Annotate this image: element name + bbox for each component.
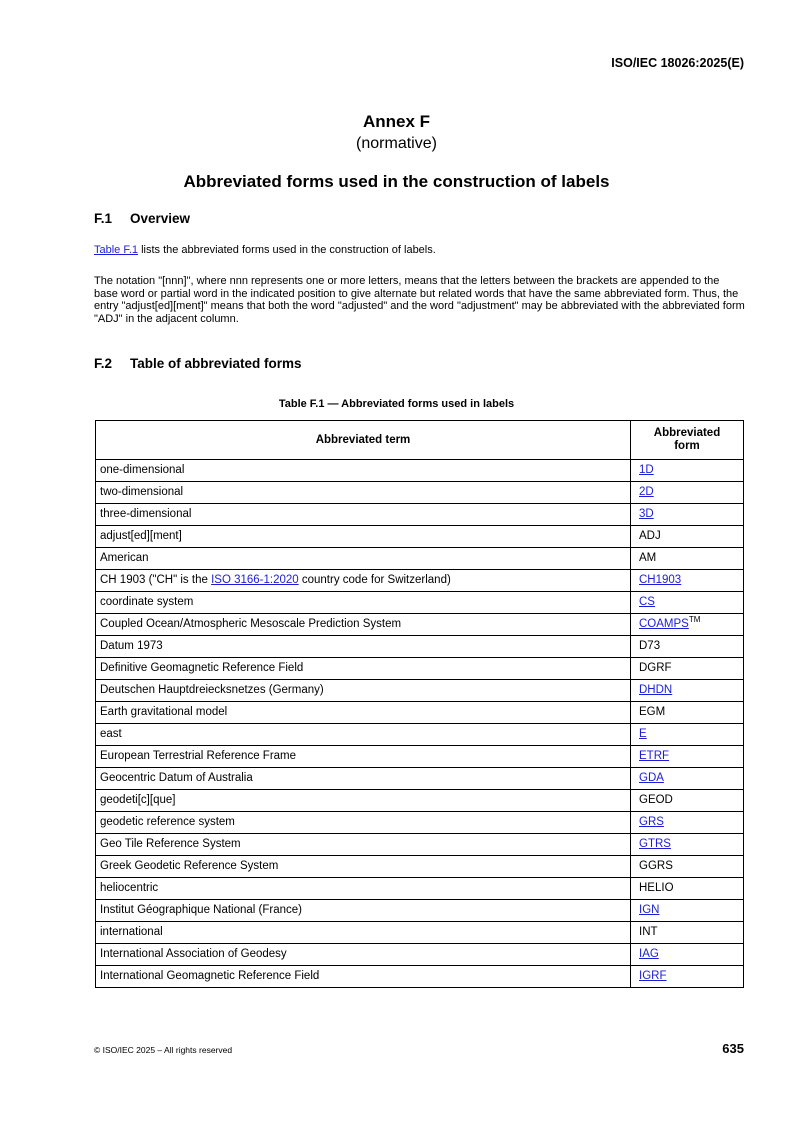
table-caption: Table F.1 — Abbreviated forms used in labels <box>278 398 515 410</box>
term-text: one-dimensional <box>100 464 185 476</box>
term-cell <box>96 592 631 614</box>
term-text: two-dimensional <box>100 486 184 498</box>
abbreviated-form-text: INT <box>639 926 658 938</box>
term-text: Deutschen Hauptdreiecksnetzes (Germany) <box>100 684 324 696</box>
abbreviated-form-text: GGRS <box>639 860 673 872</box>
term-cell <box>96 856 631 878</box>
term-text: international <box>100 926 163 938</box>
form-cell <box>631 482 744 504</box>
term-cell <box>96 460 631 482</box>
table-row <box>96 636 744 658</box>
abbreviated-form-text: HELIO <box>639 882 674 894</box>
abbreviated-form-text: EGM <box>639 706 666 718</box>
overview-paragraph-1 <box>94 244 746 257</box>
table-row <box>96 966 744 988</box>
abbreviated-form-link[interactable]: IGRF <box>639 970 667 982</box>
table-row <box>96 922 744 944</box>
page-number: 635 <box>722 1041 744 1056</box>
table-row <box>96 944 744 966</box>
abbreviated-form-text: D73 <box>639 640 661 652</box>
term-cell <box>96 790 631 812</box>
form-cell <box>631 636 744 658</box>
form-cell <box>631 680 744 702</box>
term-text: coordinate system <box>100 596 194 608</box>
abbreviated-form-link[interactable]: COAMPS <box>639 618 689 630</box>
section-number: F.2 <box>94 356 113 371</box>
annex-normative-label: (normative) <box>356 135 437 152</box>
form-cell <box>631 922 744 944</box>
term-text: Datum 1973 <box>100 640 163 652</box>
term-cell <box>96 658 631 680</box>
term-text: east <box>100 728 122 740</box>
abbreviated-form-link[interactable]: GTRS <box>639 838 671 850</box>
form-cell <box>631 790 744 812</box>
term-cell <box>96 702 631 724</box>
table-row <box>96 812 744 834</box>
term-text: International Geomagnetic Reference Field <box>100 970 320 982</box>
header-form-line1: Abbreviated <box>653 427 721 439</box>
abbreviated-form-link[interactable]: ETRF <box>639 750 670 762</box>
term-text: heliocentric <box>100 882 159 894</box>
table-row <box>96 746 744 768</box>
term-text: European Terrestrial Reference Frame <box>100 750 297 762</box>
table-row <box>96 570 744 592</box>
form-cell <box>631 504 744 526</box>
term-text: American <box>100 552 149 564</box>
term-cell <box>96 966 631 988</box>
term-cell <box>96 834 631 856</box>
table-row <box>96 592 744 614</box>
table-row <box>96 460 744 482</box>
term-text: Institut Géographique National (France) <box>100 904 302 916</box>
term-text: Greek Geodetic Reference System <box>100 860 279 872</box>
term-text: Definitive Geomagnetic Reference Field <box>100 662 304 674</box>
form-cell <box>631 526 744 548</box>
abbreviated-form-text: DGRF <box>639 662 672 674</box>
form-cell <box>631 768 744 790</box>
term-cell <box>96 526 631 548</box>
form-cell <box>631 944 744 966</box>
paragraph-text: lists the abbreviated forms used in the construction of labels. <box>138 244 436 256</box>
table-row <box>96 482 744 504</box>
term-cell <box>96 900 631 922</box>
form-cell <box>631 548 744 570</box>
table-row <box>96 768 744 790</box>
term-text: Coupled Ocean/Atmospheric Mesoscale Prediction System <box>100 618 402 630</box>
document-id: ISO/IEC 18026:2025(E) <box>611 56 744 70</box>
term-text: International Association of Geodesy <box>100 948 287 960</box>
section-heading-overview <box>94 211 190 226</box>
abbreviated-form-text: GEOD <box>639 794 673 806</box>
header-abbreviated-term: Abbreviated term <box>96 421 631 460</box>
abbreviations-table <box>95 420 744 988</box>
term-cell <box>96 746 631 768</box>
abbreviated-form-link[interactable]: E <box>639 728 647 740</box>
term-cell <box>96 570 631 592</box>
table-row <box>96 658 744 680</box>
term-text: Geo Tile Reference System <box>100 838 241 850</box>
term-text: Geocentric Datum of Australia <box>100 772 253 784</box>
table-row <box>96 856 744 878</box>
table-row <box>96 790 744 812</box>
table-row <box>96 548 744 570</box>
form-cell <box>631 658 744 680</box>
overview-paragraph-2: The notation "[nnn]", where nnn represents one or more letters, means that the letters between the brackets are appended to the base word or partial word in the indicated position to give alternate but related words that have the same abbreviated form. Thus, the entry "adjust[ed][ment]" means that both the word "adjusted" and the word "adjustment" may be abbreviated with the abbreviated form "ADJ" in the adjacent column. <box>94 275 745 325</box>
form-cell <box>631 592 744 614</box>
abbreviated-form-link[interactable]: CH1903 <box>639 574 682 586</box>
term-text: adjust[ed][ment] <box>100 530 182 542</box>
iso-3166-link[interactable]: ISO 3166-1:2020 <box>211 574 299 586</box>
table-row <box>96 834 744 856</box>
term-text: three-dimensional <box>100 508 192 520</box>
abbreviated-form-text: AM <box>639 552 657 564</box>
section-number: F.1 <box>94 211 113 226</box>
table-row <box>96 878 744 900</box>
page-title: Abbreviated forms used in the construction of labels <box>183 172 610 191</box>
form-cell <box>631 614 744 636</box>
term-text: geodeti[c][que] <box>100 794 176 806</box>
table-header-row <box>96 421 744 460</box>
term-cell <box>96 504 631 526</box>
table-row <box>96 614 744 636</box>
form-cell <box>631 746 744 768</box>
form-cell <box>631 724 744 746</box>
term-cell <box>96 768 631 790</box>
term-cell <box>96 636 631 658</box>
form-cell <box>631 460 744 482</box>
term-text: geodetic reference system <box>100 816 235 828</box>
section-title: Table of abbreviated forms <box>130 356 302 371</box>
abbreviated-form-link[interactable]: DHDN <box>639 684 673 696</box>
abbreviated-form-link[interactable]: 3D <box>639 508 654 520</box>
term-text: Earth gravitational model <box>100 706 228 718</box>
form-cell <box>631 834 744 856</box>
abbreviated-form-link[interactable]: IAG <box>639 948 659 960</box>
table-row <box>96 724 744 746</box>
table-f1-link[interactable]: Table F.1 <box>94 244 139 256</box>
term-cell <box>96 922 631 944</box>
term-cell <box>96 724 631 746</box>
table-row <box>96 526 744 548</box>
term-cell <box>96 614 631 636</box>
term-text: country code for Switzerland) <box>298 574 451 586</box>
form-cell <box>631 878 744 900</box>
abbreviated-form-link[interactable]: CS <box>639 596 655 608</box>
form-cell <box>631 570 744 592</box>
form-cell <box>631 702 744 724</box>
trademark-mark: TM <box>688 615 701 625</box>
abbreviated-form-link[interactable]: 2D <box>639 486 654 498</box>
header-abbreviated-form <box>631 421 744 460</box>
section-title: Overview <box>130 211 191 226</box>
abbreviated-form-link[interactable]: GRS <box>639 816 664 828</box>
form-cell <box>631 856 744 878</box>
form-cell <box>631 966 744 988</box>
annex-title: Annex F <box>362 112 431 131</box>
table-row <box>96 702 744 724</box>
abbreviated-form-text: ADJ <box>639 530 661 542</box>
table-row <box>96 504 744 526</box>
abbreviated-form-link[interactable]: IGN <box>639 904 660 916</box>
term-text: CH 1903 ("CH" is the <box>100 574 212 586</box>
term-cell <box>96 482 631 504</box>
section-heading-table <box>94 356 302 371</box>
form-cell <box>631 900 744 922</box>
abbreviated-form-link[interactable]: 1D <box>639 464 654 476</box>
term-cell <box>96 812 631 834</box>
term-cell <box>96 878 631 900</box>
copyright-notice: © ISO/IEC 2025 – All rights reserved <box>94 1045 233 1055</box>
header-form-line2: form <box>674 440 700 452</box>
table-row <box>96 900 744 922</box>
term-cell <box>96 680 631 702</box>
form-cell <box>631 812 744 834</box>
abbreviated-form-link[interactable]: GDA <box>639 772 664 784</box>
table-row <box>96 680 744 702</box>
term-cell <box>96 944 631 966</box>
term-cell <box>96 548 631 570</box>
